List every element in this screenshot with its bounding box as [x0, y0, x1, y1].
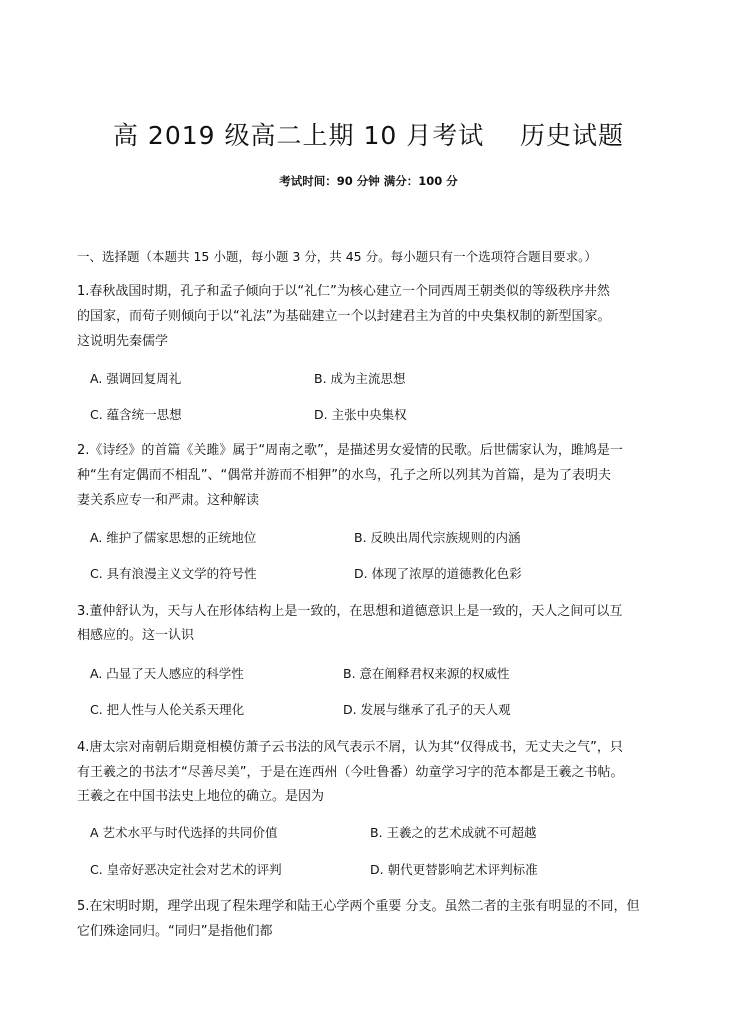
- exam-title: 高 2019 级高二上期 10 月考试 历史试题: [112, 121, 624, 150]
- option-c[interactable]: C. 蕴含统一思想: [90, 407, 182, 422]
- question-text-line: 妻关系应专一和严肃。这种解读: [77, 493, 260, 508]
- option-b[interactable]: B. 王羲之的艺术成就不可超越: [370, 825, 537, 840]
- option-b[interactable]: B. 反映出周代宗族规则的内涵: [354, 530, 521, 545]
- option-a[interactable]: A. 凸显了天人感应的科学性: [90, 666, 244, 681]
- question-text-line: 有王羲之的书法才“尽善尽美”，于是在连西州（今吐鲁番）幼童学习字的范本都是王羲之书帖。: [77, 765, 624, 780]
- exam-subtitle: 考试时间：90 分钟 满分：100 分: [279, 174, 458, 188]
- question-text-line: 这说明先秦儒学: [77, 334, 169, 349]
- question-text-line: 3.董仲舒认为，天与人在形体结构上是一致的，在思想和道德意识上是一致的，天人之间可以互: [77, 604, 623, 619]
- question-text-line: 它们殊途同归。“同归”是指他们都: [77, 924, 273, 939]
- question-text-line: 2.《诗经》的首篇《关雎》属于“周南之歌”，是描述男女爱情的民歌。后世儒家认为，雎鸠是一: [77, 443, 623, 458]
- section-header: 一、选择题（本题共 15 小题，每小题 3 分，共 45 分。每小题只有一个选项符合题目要求。）: [77, 249, 597, 264]
- question-text-line: 4.唐太宗对南朝后期竟相模仿萧子云书法的风气表示不屑，认为其“仅得成书，无丈夫之气”，只: [77, 740, 623, 755]
- question-text-line: 王羲之在中国书法史上地位的确立。是因为: [77, 789, 325, 804]
- option-d[interactable]: D. 发展与继承了孔子的天人观: [343, 702, 511, 717]
- option-c[interactable]: C. 把人性与人伦关系天理化: [90, 702, 245, 717]
- question-text-line: 相感应的。这一认识: [77, 628, 195, 643]
- question-text-line: 的国家，而荀子则倾向于以“礼法”为基础建立一个以封建君主为首的中央集权制的新型国家。: [77, 309, 611, 324]
- option-a[interactable]: A. 维护了儒家思想的正统地位: [90, 530, 257, 545]
- option-c[interactable]: C. 具有浪漫主义文学的符号性: [90, 566, 257, 581]
- option-d[interactable]: D. 朝代更替影响艺术评判标准: [370, 862, 538, 877]
- question-text-line: 种“生有定偶而不相乱”、“偶常并游而不相狎”的水鸟，孔子之所以列其为首篇，是为了表明夫: [77, 468, 611, 483]
- option-b[interactable]: B. 意在阐释君权来源的权威性: [343, 666, 510, 681]
- question-text-line: 5.在宋明时期，理学出现了程朱理学和陆王心学两个重要 分支。虽然二者的主张有明显的不同，但: [77, 899, 640, 914]
- option-d[interactable]: D. 主张中央集权: [314, 407, 407, 422]
- option-b[interactable]: B. 成为主流思想: [314, 371, 406, 386]
- question-text-line: 1.春秋战国时期，孔子和孟子倾向于以“礼仁”为核心建立一个同西周王朝类似的等级秩序井然: [77, 284, 610, 299]
- option-a[interactable]: A. 强调回复周礼: [90, 371, 182, 386]
- option-d[interactable]: D. 体现了浓厚的道德教化色彩: [354, 566, 522, 581]
- option-c[interactable]: C. 皇帝好恶决定社会对艺术的评判: [90, 862, 282, 877]
- option-a[interactable]: A 艺术水平与时代选择的共同价值: [90, 825, 278, 840]
